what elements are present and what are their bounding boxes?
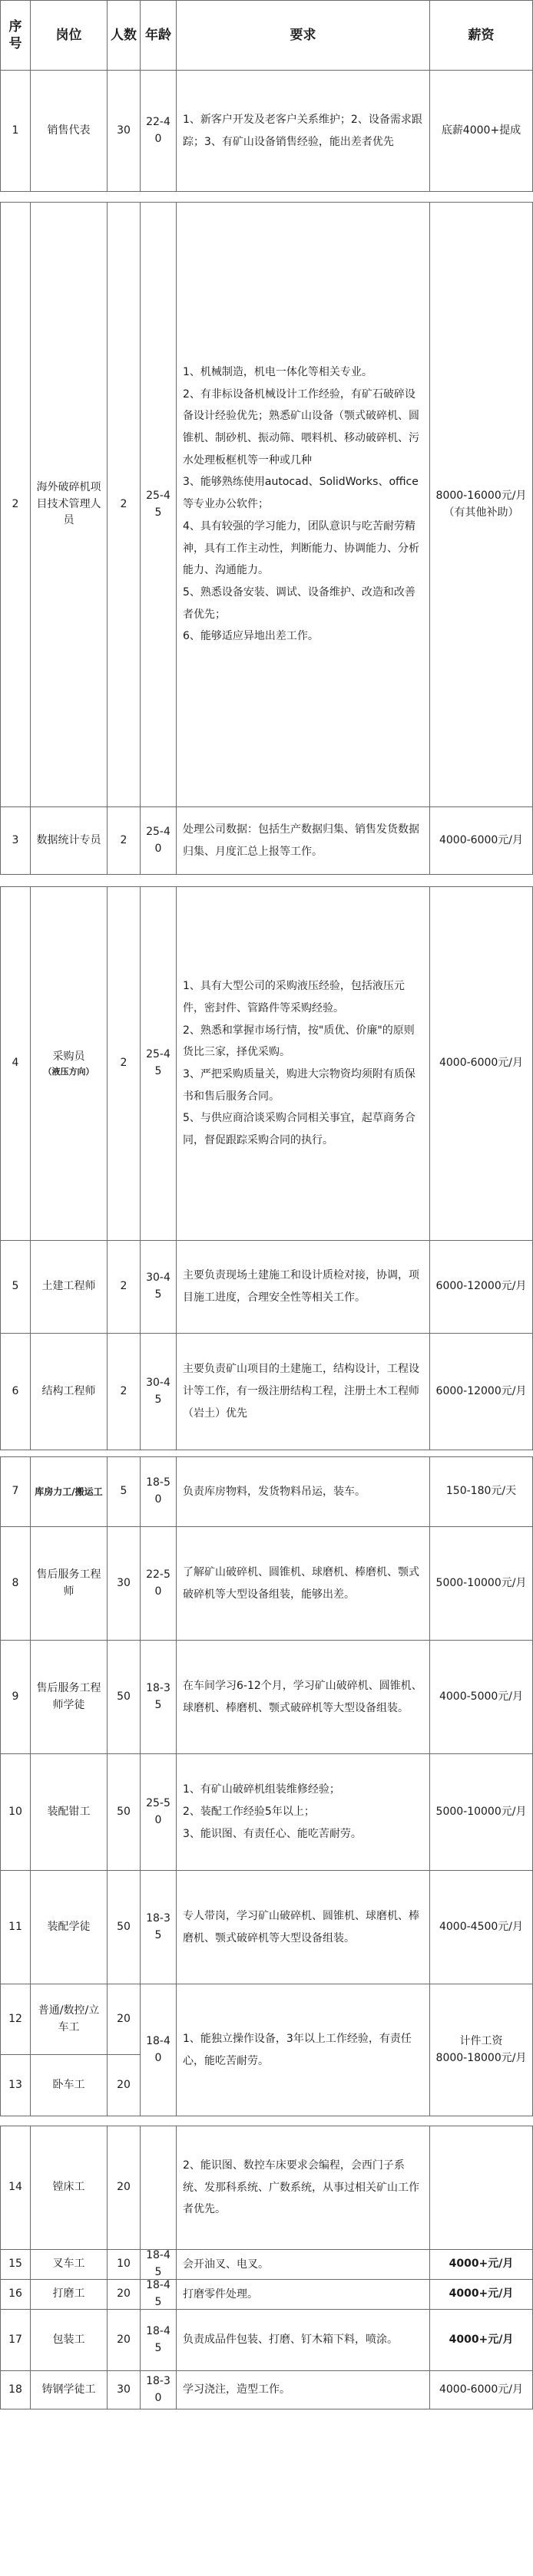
section-gap — [0, 875, 533, 886]
position-name: 打磨工 — [31, 2280, 108, 2310]
section-gap — [0, 1450, 533, 1456]
requirements: 学习浇注，造型工作。 — [177, 2371, 430, 2409]
position-name: 土建工程师 — [31, 1241, 108, 1334]
salary: 8000-16000元/月 （有其他补助） — [430, 202, 533, 807]
requirements: 处理公司数据：包括生产数据归集、销售发货数据归集、月度汇总上报等工作。 — [177, 807, 430, 875]
headcount: 5 — [108, 1456, 141, 1527]
position-name: 采购员 （液压方向） — [31, 886, 108, 1241]
position-name: 铸钢学徒工 — [31, 2371, 108, 2409]
age-range: 18-45 — [141, 2250, 177, 2280]
age-range: 22-40 — [141, 71, 177, 192]
row-number: 9 — [0, 1641, 31, 1754]
age-range: 25-45 — [141, 202, 177, 807]
age-range — [141, 2126, 177, 2250]
headcount: 20 — [108, 2126, 141, 2250]
headcount: 10 — [108, 2250, 141, 2280]
headcount: 30 — [108, 71, 141, 192]
row-number: 6 — [0, 1334, 31, 1450]
requirements: 会开油叉、电叉。 — [177, 2250, 430, 2280]
row-number: 8 — [0, 1527, 31, 1641]
salary: 5000-10000元/月 — [430, 1754, 533, 1871]
position-name: 卧车工 — [31, 2055, 108, 2116]
age-range: 18-50 — [141, 1456, 177, 1527]
requirements: 负责库房物料，发货物料吊运，装车。 — [177, 1456, 430, 1527]
salary: 4000-6000元/月 — [430, 807, 533, 875]
row-number: 10 — [0, 1754, 31, 1871]
position-name: 装配学徒 — [31, 1871, 108, 1984]
salary: 150-180元/天 — [430, 1456, 533, 1527]
headcount: 2 — [108, 1334, 141, 1450]
headcount: 30 — [108, 1527, 141, 1641]
salary: 4000+元/月 — [430, 2280, 533, 2310]
section-gap — [0, 192, 533, 202]
headcount: 20 — [108, 2055, 141, 2116]
requirements: 主要负责现场土建施工和设计质检对接，协调，项目施工进度，合理安全性等相关工作。 — [177, 1241, 430, 1334]
row-number: 4 — [0, 886, 31, 1241]
position-name: 售后服务工程师 — [31, 1527, 108, 1641]
position-note: （液压方向） — [43, 1067, 94, 1077]
salary: 4000+元/月 — [430, 2310, 533, 2371]
age-range: 18-45 — [141, 2310, 177, 2371]
position-name: 镗床工 — [31, 2126, 108, 2250]
row-number: 7 — [0, 1456, 31, 1527]
position-name: 数据统计专员 — [31, 807, 108, 875]
requirements: 专人带岗，学习矿山破碎机、圆锥机、球磨机、棒磨机、颚式破碎机等大型设备组装。 — [177, 1871, 430, 1984]
salary: 4000-4500元/月 — [430, 1871, 533, 1984]
requirements: 在车间学习6-12个月，学习矿山破碎机、圆锥机、球磨机、棒磨机、颚式破碎机等大型设备组装。 — [177, 1641, 430, 1754]
requirements: 2、能识图、数控车床要求会编程，会西门子系统、发那科系统、广数系统，从事过相关矿山工作者优先。 — [177, 2126, 430, 2250]
salary: 4000+元/月 — [430, 2250, 533, 2280]
salary: 计件工资 8000-18000元/月 — [430, 1984, 533, 2116]
headcount: 20 — [108, 2280, 141, 2310]
requirements: 1、能独立操作设备，3年以上工作经验，有责任心，能吃苦耐劳。 — [177, 1984, 430, 2116]
age-range: 30-45 — [141, 1241, 177, 1334]
col-requirements-header: 要求 — [177, 0, 430, 71]
row-number: 1 — [0, 71, 31, 192]
age-range: 25-50 — [141, 1754, 177, 1871]
age-range: 25-45 — [141, 886, 177, 1241]
requirements: 1、机械制造，机电一体化等相关专业。 2、有非标设备机械设计工作经验，有矿石破碎设备设计经验优先；熟悉矿山设备（颚式破碎机、圆锥机、制砂机、振动筛、喂料机、移动破碎机、污水处理板框机等一种或几种 3、能够熟练使用autocad、SolidWorks、office等专业办公软件； 4、具有较强的学习能力，团队意识与吃苦耐劳精神，具有工作主动性，判断能力、协调能力、分析能力、沟通能力。 5、熟悉设备安装、调试、设备维护、改造和改善者优先； 6、能够适应异地出差工作。 — [177, 202, 430, 807]
row-number: 5 — [0, 1241, 31, 1334]
salary: 6000-12000元/月 — [430, 1334, 533, 1450]
row-number: 18 — [0, 2371, 31, 2409]
salary: 6000-12000元/月 — [430, 1241, 533, 1334]
requirements: 1、有矿山破碎机组装维修经验； 2、装配工作经验5年以上； 3、能识图、有责任心、能吃苦耐劳。 — [177, 1754, 430, 1871]
requirements: 1、新客户开发及老客户关系维护；2、设备需求跟踪；3、有矿山设备销售经验，能出差者优先 — [177, 71, 430, 192]
age-range: 18-45 — [141, 2280, 177, 2310]
headcount: 50 — [108, 1641, 141, 1754]
salary: 5000-10000元/月 — [430, 1527, 533, 1641]
position-name: 库房力工/搬运工 — [31, 1456, 108, 1527]
salary — [430, 2126, 533, 2250]
age-range: 22-50 — [141, 1527, 177, 1641]
col-position-header: 岗位 — [31, 0, 108, 71]
position-name: 售后服务工程师学徒 — [31, 1641, 108, 1754]
headcount: 2 — [108, 202, 141, 807]
requirements: 主要负责矿山项目的土建施工，结构设计，工程设计等工作，有一级注册结构工程，注册土木工程师（岩土）优先 — [177, 1334, 430, 1450]
row-number: 14 — [0, 2126, 31, 2250]
col-no-header: 序号 — [0, 0, 31, 71]
position-name: 叉车工 — [31, 2250, 108, 2280]
headcount: 2 — [108, 807, 141, 875]
salary: 4000-6000元/月 — [430, 2371, 533, 2409]
age-range: 18-40 — [141, 1984, 177, 2116]
position-name: 结构工程师 — [31, 1334, 108, 1450]
row-number: 2 — [0, 202, 31, 807]
position-name: 普通/数控/立车工 — [31, 1984, 108, 2055]
headcount: 50 — [108, 1754, 141, 1871]
age-range: 25-40 — [141, 807, 177, 875]
position-name: 装配钳工 — [31, 1754, 108, 1871]
col-count-header: 人数 — [108, 0, 141, 71]
requirements: 了解矿山破碎机、圆锥机、球磨机、棒磨机、颚式破碎机等大型设备组装，能够出差。 — [177, 1527, 430, 1641]
row-number: 17 — [0, 2310, 31, 2371]
row-number: 15 — [0, 2250, 31, 2280]
salary: 4000-6000元/月 — [430, 886, 533, 1241]
row-number: 3 — [0, 807, 31, 875]
col-age-header: 年龄 — [141, 0, 177, 71]
salary: 底薪4000+提成 — [430, 71, 533, 192]
age-range: 18-35 — [141, 1871, 177, 1984]
headcount: 2 — [108, 886, 141, 1241]
headcount: 20 — [108, 2310, 141, 2371]
salary: 4000-5000元/月 — [430, 1641, 533, 1754]
requirements: 打磨零件处理。 — [177, 2280, 430, 2310]
row-number: 16 — [0, 2280, 31, 2310]
section-gap — [0, 2116, 533, 2126]
position-name: 海外破碎机项目技术管理人员 — [31, 202, 108, 807]
headcount: 2 — [108, 1241, 141, 1334]
requirements: 负责成品件包装、打磨、钉木箱下料，喷涂。 — [177, 2310, 430, 2371]
age-range: 30-45 — [141, 1334, 177, 1450]
headcount: 50 — [108, 1871, 141, 1984]
position-name: 销售代表 — [31, 71, 108, 192]
row-number: 12 — [0, 1984, 31, 2055]
headcount: 20 — [108, 1984, 141, 2055]
row-number: 11 — [0, 1871, 31, 1984]
headcount: 30 — [108, 2371, 141, 2409]
requirements: 1、具有大型公司的采购液压经验，包括液压元件，密封件、管路件等采购经验。 2、熟悉和掌握市场行情，按"质优、价廉"的原则货比三家，择优采购。 3、严把采购质量关，购进大宗物资均须附有质保书和售后服务合同。 5、与供应商洽谈采购合同相关事宜，起草商务合同，督促跟踪采购合同的执行。 — [177, 886, 430, 1241]
position-name: 包装工 — [31, 2310, 108, 2371]
row-number: 13 — [0, 2055, 31, 2116]
col-salary-header: 薪资 — [430, 0, 533, 71]
age-range: 18-35 — [141, 1641, 177, 1754]
age-range: 18-30 — [141, 2371, 177, 2409]
